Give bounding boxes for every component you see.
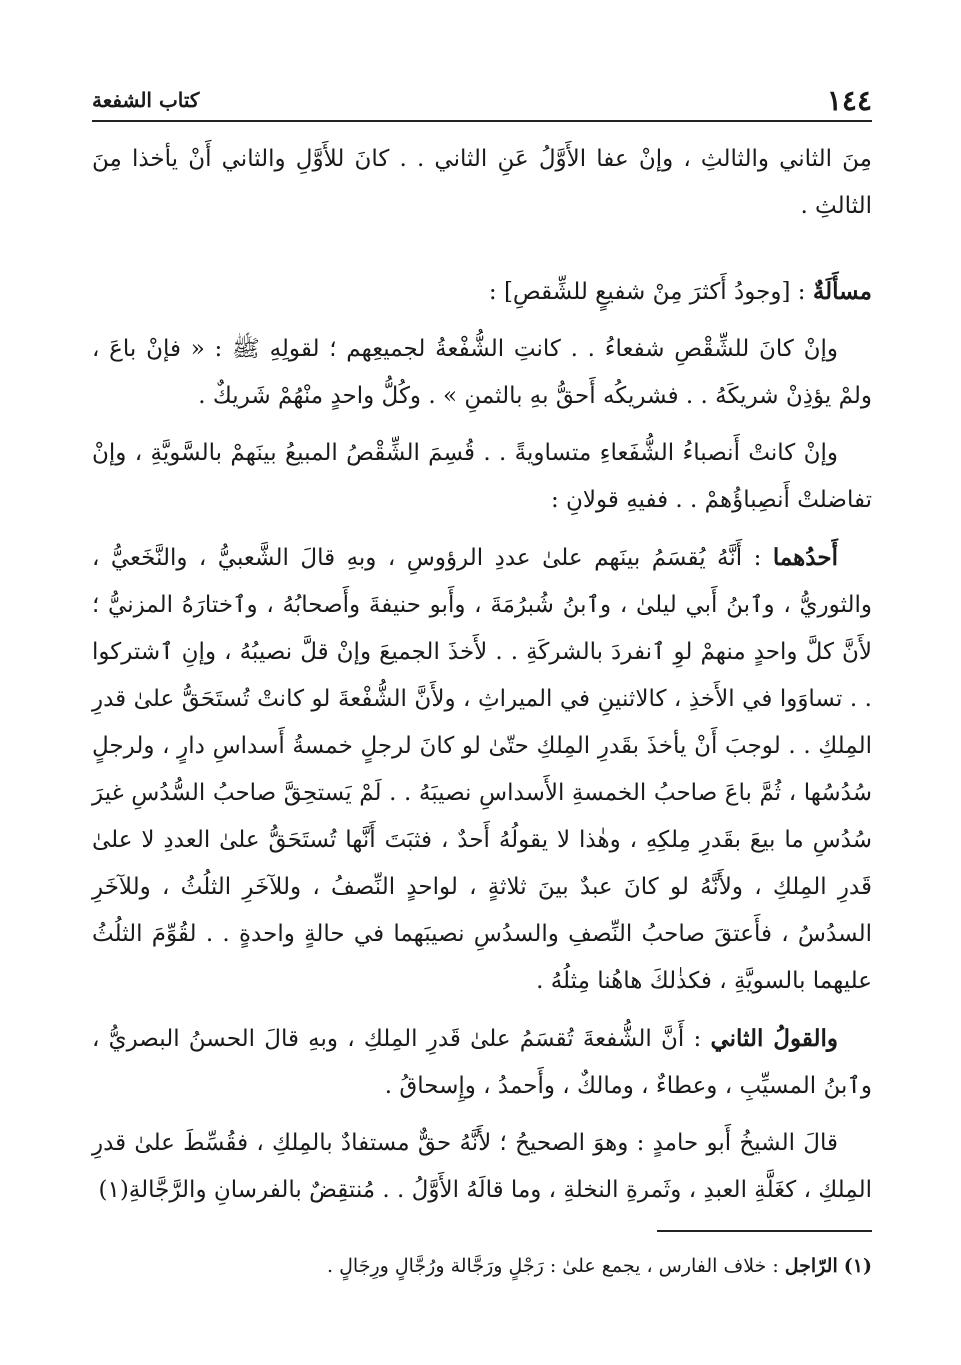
paragraph-5: [92, 534, 872, 1005]
paragraph-1: [92, 136, 872, 230]
paragraph-text: وإنْ كانَ للشِّقْصِ شفعاءُ . . كانتِ الشُّفْعةُ لجميعِهم ؛ لقولِهِ ﷺ : « فإنْ باعَ ، ولمْ يؤذِنْ شريكَهُ . . فشريكُه أَحقُّ بهِ بالثمنِ » . وكُلُّ واحدٍ منْهُمْ شَريكٌ .: [92, 336, 872, 409]
paragraph-text: : أَنَّهُ يُقسَمُ بينَهم علىٰ عددِ الرؤوسِ ، وبهِ قالَ الشَّعبيُّ ، والنَّخَعيُّ ، والثوريُّ ، وٱبنُ أَبي ليلىٰ ، وٱبنُ شُبرُمَةَ ، وأَبو حنيفةَ وأَصحابُهُ ، وٱختارَهُ المزنيُّ ؛ لأَنَّ كلَّ واحدٍ منهمْ لوِ ٱنفردَ بالشركَةِ . . لأَخذَ الجميعَ وإنْ قلَّ نصيبُهُ ، وإنِ ٱشتركوا . . تساوَوا في الأَخذِ ، كالاثنينِ في الميراثِ ، ولأَنَّ الشُّفْعةَ لو كانتْ تُستَحَقُّ علىٰ قدرِ المِلكِ . . لوجبَ أَنْ يأخذَ بقَدرِ المِلكِ حتّىٰ لو كانَ لرجلٍ خمسةُ أَسداسِ دارٍ ، ولرجلٍ سُدُسُها ، ثُمَّ باعَ صاحبُ الخمسةِ الأَسداسِ نصيبَهُ . . لَمْ يَستحِقَّ صاحبُ السُّدُسِ غيرَ سُدُسِ ما بيعَ بقَدرِ مِلكِهِ ، وهٰذا لا يقولُهُ أَحدٌ ، فثبَتَ أَنَّها تُستَحَقُّ علىٰ العددِ لا علىٰ قَدرِ المِلكِ ، ولأَنَّهُ لو كانَ عبدٌ بينَ ثلاثةٍ ، لواحدٍ النِّصفُ ، وللآخَرِ الثلُثُ ، وللآخَرِ السدُسُ ، فأَعتقَ صاحبُ النِّصفِ والسدُسِ نصيبَهما في حالةٍ واحدةٍ . . لقُوِّمَ الثلُثُ عليهما بالسويَّةِ ، فكذٰلكَ هاهُنا مِثلُهُ .: [92, 545, 872, 994]
paragraph-3: [92, 326, 872, 420]
paragraph-lead: أَحدُهما: [772, 544, 838, 571]
paragraph-2: [92, 268, 872, 316]
book-page: [92, 80, 872, 1320]
paragraph-text: وإنْ كانتْ أَنصباءُ الشُّفَعاءِ متساويةً . . قُسِمَ الشِّقْصُ المبيعُ بينَهمْ بالسَّويَّةِ ، وإنْ تفاضلتْ أَنصِباؤُهمْ . . ففيهِ قولانِ :: [92, 440, 872, 513]
paragraph-6: [92, 1015, 872, 1110]
paragraph-4: [92, 430, 872, 524]
paragraph-7: [92, 1120, 872, 1214]
footnote-term: الرّاجل: [784, 1255, 838, 1277]
footnote: [92, 1250, 872, 1282]
footnote-separator: [657, 1230, 872, 1232]
running-title: كتاب الشفعة: [92, 88, 200, 112]
paragraph-text: مِنَ الثاني والثالثِ ، وإنْ عفا الأَوَّلُ عَنِ الثاني . . كانَ للأَوَّلِ والثاني أَنْ يأخذا مِنَ الثالثِ .: [92, 146, 872, 219]
footnote-marker: (١): [843, 1255, 872, 1277]
page-header: [92, 80, 872, 122]
paragraph-text: : [وجودُ أَكثرَ مِنْ شفيعٍ للشِّقصِ] :: [488, 279, 813, 305]
paragraph-lead: والقولُ الثاني: [710, 1025, 838, 1052]
footnote-text: : خلاف الفارس ، يجمع علىٰ : رَجْلٍ ورَجَّالة ورُجَّالٍ ورِجَالٍ .: [327, 1255, 785, 1277]
page-body: [92, 136, 872, 1214]
paragraph-text: قالَ الشيخُ أَبو حامدٍ : وهوَ الصحيحُ ؛ لأَنَّهُ حقٌّ مستفادٌ بالمِلكِ ، فقُسِّطَ علىٰ قدرِ المِلكِ ، كغَلَّةِ العبدِ ، وثَمرةِ النخلةِ ، وما قالَهُ الأَوَّلُ . . مُنتقِضٌ بالفرسانِ والرَّجَّالةِ(١): [92, 1130, 872, 1203]
paragraph-text: : أَنَّ الشُّفعةَ تُقسَمُ علىٰ قَدرِ المِلكِ ، وبهِ قالَ الحسنُ البصريُّ ، وٱبنُ المسيِّبِ ، وعطاءٌ ، ومالكٌ ، وأَحمدُ ، وإِسحاقُ .: [92, 1026, 872, 1099]
page-number: ١٤٤: [826, 84, 872, 117]
paragraph-lead: مسأَلَةٌ: [812, 278, 872, 305]
